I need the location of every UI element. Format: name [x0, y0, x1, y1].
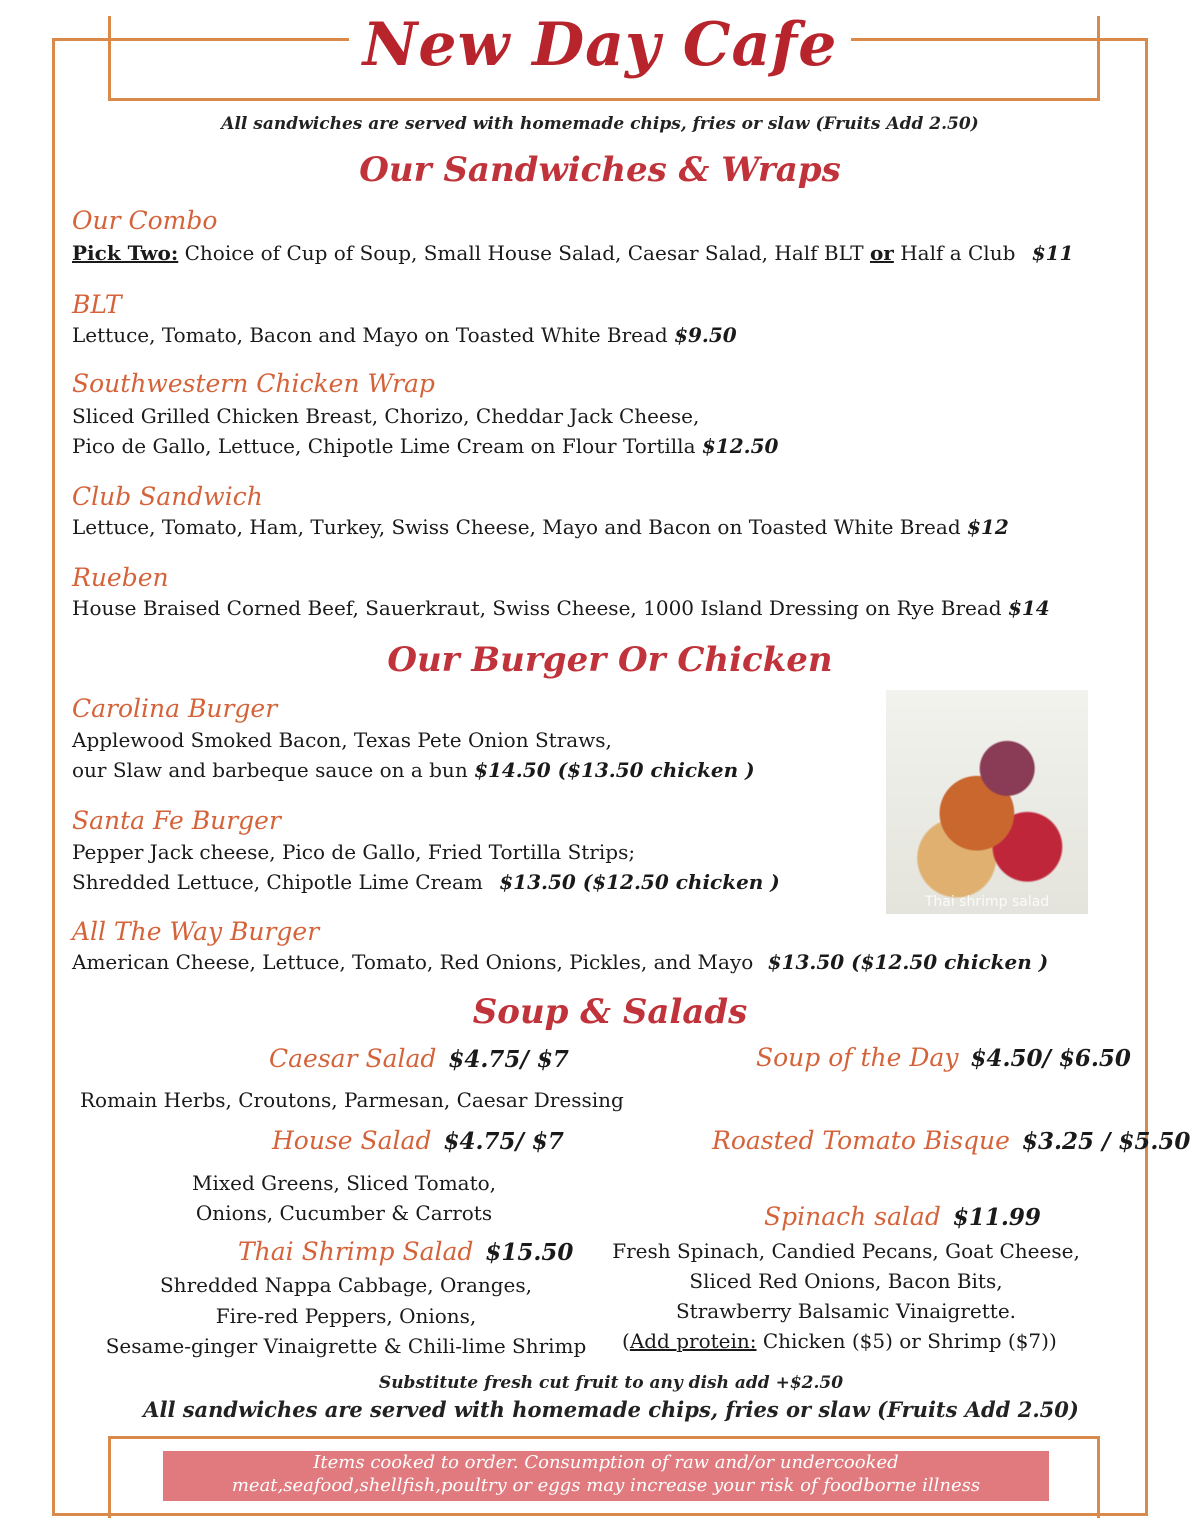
combo-desc-b: Half a Club: [900, 241, 1016, 265]
house-name-text: House Salad: [272, 1126, 432, 1155]
house-price: $4.75/ $7: [443, 1128, 564, 1155]
santafe-desc-1: Pepper Jack cheese, Pico de Gallo, Fried Tortilla Strips;: [72, 840, 636, 864]
thai-shrimp-salad-photo: [886, 690, 1088, 914]
thai-name-text: Thai Shrimp Salad: [238, 1237, 474, 1266]
spinach-name: [764, 1202, 1041, 1231]
combo-desc: [72, 241, 1074, 265]
carolina-name: Carolina Burger: [72, 694, 278, 723]
caesar-name-text: Caesar Salad: [269, 1044, 437, 1073]
santafe-price: $13.50 ($12.50 chicken ): [499, 870, 780, 894]
thai-name: [238, 1237, 573, 1266]
alltheway-desc: [72, 950, 1048, 974]
burgers-heading: Our Burger Or Chicken: [387, 640, 833, 680]
spinach-desc-3: Strawberry Balsamic Vinaigrette.: [675, 1299, 1017, 1323]
served-note-top: All sandwiches are served with homemade chips, fries or slaw (Fruits Add 2.50): [221, 114, 979, 134]
frame-bottom-left-post: [108, 1436, 111, 1518]
rueben-price: $14: [1007, 596, 1050, 620]
combo-desc-a: Choice of Cup of Soup, Small House Salad, Caesar Salad, Half BLT: [184, 241, 864, 265]
thai-desc-1: Shredded Nappa Cabbage, Oranges,: [159, 1273, 533, 1297]
house-desc-1: Mixed Greens, Sliced Tomato,: [191, 1171, 497, 1195]
santafe-name: Santa Fe Burger: [72, 806, 281, 835]
carolina-desc-2-text: our Slaw and barbeque sauce on a bun: [72, 758, 468, 782]
frame-bottom-right-post: [1097, 1436, 1100, 1518]
combo-name: Our Combo: [72, 206, 218, 235]
frame-top-line: [108, 98, 1098, 101]
protein-open-paren: (: [622, 1329, 630, 1353]
wrap-desc-2-text: Pico de Gallo, Lettuce, Chipotle Lime Cream on Flour Tortilla: [72, 434, 696, 458]
cafe-title: New Day Cafe: [0, 10, 1200, 80]
food-safety-warning: [163, 1451, 1049, 1501]
carolina-desc-2: [72, 758, 755, 782]
substitute-note: Substitute fresh cut fruit to any dish add +$2.50: [378, 1373, 844, 1393]
club-desc-text: Lettuce, Tomato, Ham, Turkey, Swiss Cheese, Mayo and Bacon on Toasted White Bread: [72, 515, 961, 539]
wrap-price: $12.50: [701, 434, 779, 458]
carolina-desc-1: Applewood Smoked Bacon, Texas Pete Onion Straws,: [72, 728, 612, 752]
rueben-name: Rueben: [72, 563, 169, 592]
blt-desc-text: Lettuce, Tomato, Bacon and Mayo on Toasted White Bread: [72, 323, 668, 347]
soup-price: $4.50/ $6.50: [970, 1045, 1131, 1072]
warning-line-2: meat,seafood,shellfish,poultry or eggs may increase your risk of foodborne illness: [231, 1475, 981, 1496]
rueben-desc: [72, 596, 1050, 620]
salads-heading: Soup & Salads: [472, 992, 748, 1032]
spinach-desc-1: Fresh Spinach, Candied Pecans, Goat Cheese,: [612, 1239, 1080, 1263]
santafe-desc-2-text: Shredded Lettuce, Chipotle Lime Cream: [72, 870, 483, 894]
blt-price: $9.50: [674, 323, 737, 347]
sandwiches-heading: Our Sandwiches & Wraps: [359, 150, 841, 190]
warning-line-1: Items cooked to order. Consumption of raw and/or undercooked: [313, 1452, 899, 1473]
santafe-desc-2: [72, 870, 780, 894]
spinach-name-text: Spinach salad: [764, 1202, 941, 1231]
spinach-price: $11.99: [952, 1204, 1041, 1231]
caesar-price: $4.75/ $7: [448, 1046, 569, 1073]
thai-desc-2: Fire-red Peppers, Onions,: [215, 1304, 477, 1328]
combo-or: or: [869, 241, 894, 265]
protein-options: Chicken ($5) or Shrimp ($7)): [762, 1329, 1057, 1353]
pick-two-label: Pick Two:: [72, 241, 179, 265]
served-note-bottom: All sandwiches are served with homemade chips, fries or slaw (Fruits Add 2.50): [143, 1397, 1079, 1422]
spinach-desc-2: Sliced Red Onions, Bacon Bits,: [689, 1269, 1003, 1293]
wrap-desc-2: [72, 434, 778, 458]
caesar-name: [269, 1044, 569, 1073]
alltheway-name: All The Way Burger: [72, 917, 320, 946]
alltheway-desc-text: American Cheese, Lettuce, Tomato, Red Onions, Pickles, and Mayo: [72, 950, 754, 974]
rueben-desc-text: House Braised Corned Beef, Sauerkraut, Swiss Cheese, 1000 Island Dressing on Rye Bread: [72, 596, 1002, 620]
thai-desc-3: Sesame-ginger Vinaigrette & Chili-lime Shrimp: [105, 1334, 587, 1358]
soup-name: [756, 1043, 1131, 1072]
spinach-protein: [622, 1329, 1057, 1353]
frame-bottom-line: [108, 1436, 1098, 1439]
alltheway-price: $13.50 ($12.50 chicken ): [767, 950, 1049, 974]
house-name: [272, 1126, 564, 1155]
blt-desc: [72, 323, 737, 347]
add-protein-label: Add protein:: [629, 1329, 757, 1353]
wrap-name: Southwestern Chicken Wrap: [72, 369, 435, 398]
bisque-price: $3.25 / $5.50: [1021, 1128, 1191, 1155]
combo-price: $11: [1031, 241, 1074, 265]
caesar-desc: Romain Herbs, Croutons, Parmesan, Caesar Dressing: [80, 1088, 624, 1112]
bisque-name: [712, 1126, 1190, 1155]
club-desc: [72, 515, 1009, 539]
photo-caption: Thai shrimp salad: [924, 894, 1050, 910]
thai-price: $15.50: [485, 1239, 574, 1266]
bisque-name-text: Roasted Tomato Bisque: [712, 1126, 1010, 1155]
club-price: $12: [966, 515, 1009, 539]
carolina-price: $14.50 ($13.50 chicken ): [474, 758, 755, 782]
wrap-desc-1: Sliced Grilled Chicken Breast, Chorizo, Cheddar Jack Cheese,: [72, 404, 700, 428]
house-desc-2: Onions, Cucumber & Carrots: [195, 1201, 493, 1225]
club-name: Club Sandwich: [72, 482, 263, 511]
blt-name: BLT: [72, 290, 122, 319]
soup-name-text: Soup of the Day: [756, 1043, 959, 1072]
